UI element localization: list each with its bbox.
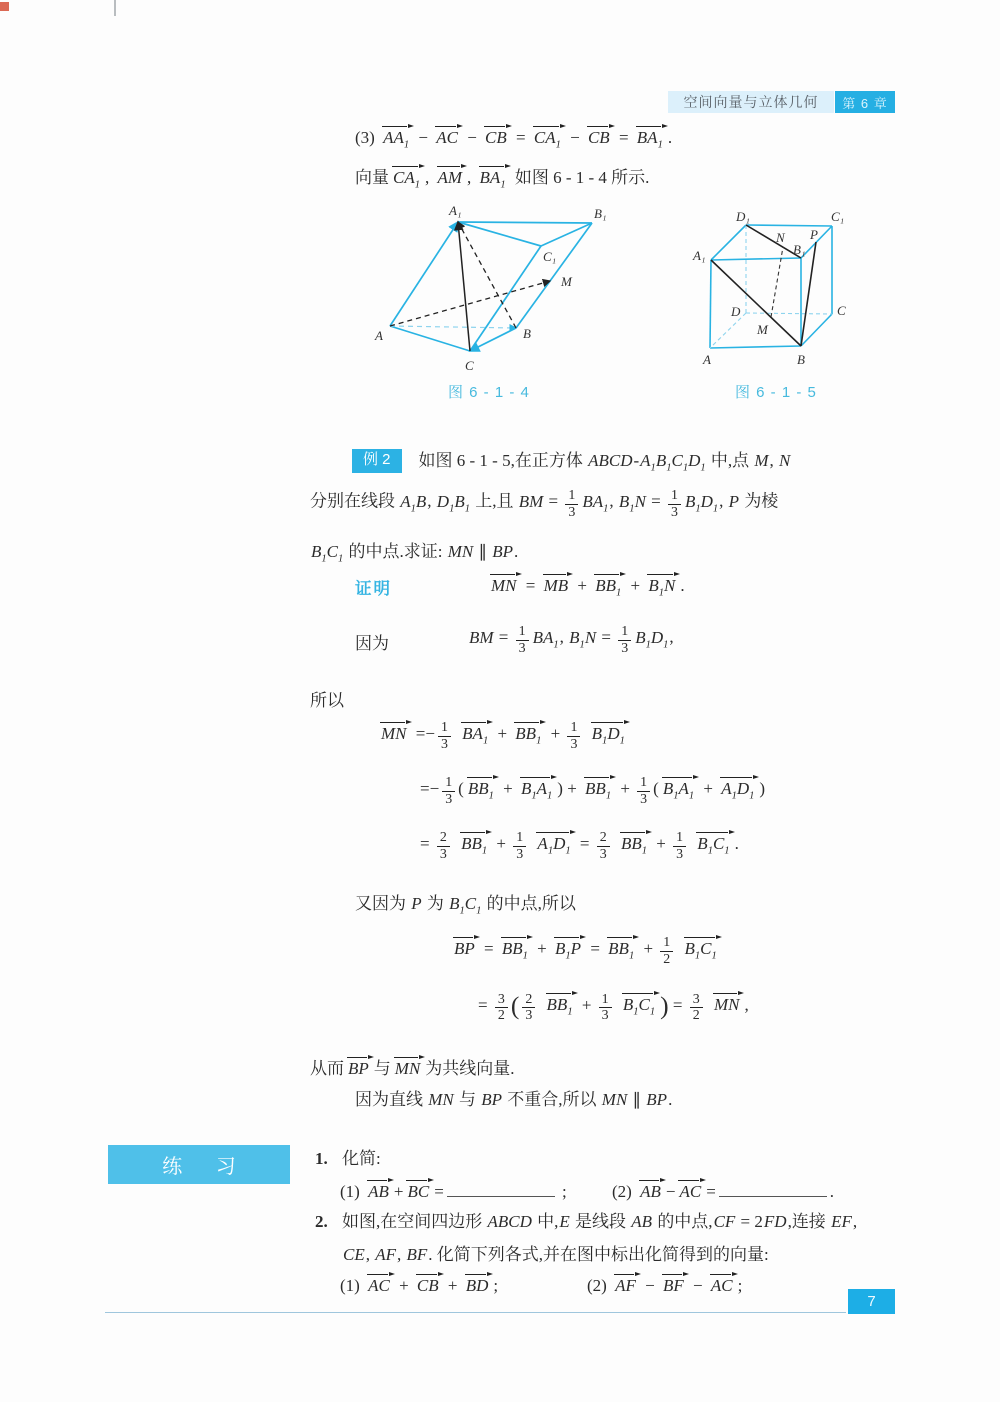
scan-artifact [0, 2, 9, 11]
vertex-label: P [810, 227, 818, 242]
vertex-label: B [797, 352, 805, 367]
conclusion-line2: 因为直线 MN 与 BP 不重合,所以 MN ∥ BP. [355, 1090, 673, 1109]
example2-line3: $B_1C_1$ 的中点.求证: MN ∥ BP. [311, 542, 519, 565]
practice-item2-q1: (1) AC + CB + BD ; [340, 1272, 498, 1296]
because-eq: BM = $\frac{1}{3}$ $BA_1$, $B_1N$ = $\frac{1}{3}$ $B_1D_1$, [469, 624, 674, 656]
midpoint-line: 又因为 P 为 $B_1C_1$ 的中点,所以 [355, 894, 576, 917]
page-number: 7 [848, 1289, 895, 1314]
mn-eq-line1: MN =− $\frac{1}{3}$ $BA_1 + BB_1$ + $\frac{1}{3}$ $B_1D_1$ [377, 720, 630, 753]
vertex-label: B₁ [793, 242, 806, 257]
practice-item2-line1: 如图,在空间四边形 ABCD 中,E 是线段 AB 的中点,CF = 2FD,连接 EF, [342, 1212, 858, 1231]
practice-item1-q1: (1) AB + BC = ; [340, 1178, 567, 1202]
practice-item1-title: 化简: [342, 1149, 381, 1168]
segment-mn-dashed [771, 247, 783, 317]
practice-item2-line2: CE, AF, BF. 化简下列各式,并在图中标出化简得到的向量: [343, 1245, 769, 1264]
vertex-label: D₁ [736, 209, 750, 224]
proof-label: 证明 [355, 580, 392, 598]
vertex-label: A [703, 352, 711, 367]
figure-6-1-5 [688, 203, 898, 378]
figure-6-1-4 [365, 200, 695, 380]
vertex-label: B₁ [594, 206, 607, 221]
conclusion-line1: 从而 BP 与 MN 为共线向量. [310, 1055, 515, 1079]
vertex-label: N [776, 230, 785, 245]
vertex-label: D [731, 304, 741, 319]
example2-line2: 分别在线段 $A_1B$, $D_1B_1$ 上,且 BM = $\frac{1}{3}$ $BA_1$, $B_1N$ = $\frac{1}{3}$ $B_1D_1$, P 为棱 [310, 488, 779, 520]
figure-caption: 图 6 - 1 - 5 [735, 384, 817, 401]
footer-rule [105, 1312, 846, 1313]
vertex-label: M [757, 322, 768, 337]
mn-eq-line3: = $\frac{2}{3}$ $BB_1$ + $\frac{1}{3}$ $A_1D_1$ = $\frac{2}{3}$ $BB_1$ + $\frac{1}{3}$ $B_1C_1$ . [420, 830, 739, 863]
because-label: 因为 [355, 634, 389, 653]
bp-eq-line1: BP = $BB_1 + B_1P = BB_1$ + $\frac{1}{2}$ $B_1C_1$ [450, 935, 722, 968]
practice-box: 练 习 [108, 1145, 290, 1184]
example2-line1 [352, 449, 791, 473]
vectors-note: 向量 $CA_1$ , AM , $BA_1$ 如图 6 - 1 - 4 所示. [355, 164, 649, 188]
chapter-badge: 第 6 章 [835, 91, 895, 113]
vector-ca1 [458, 222, 470, 351]
mn-eq-line2: =− $\frac{1}{3}$ ( $BB_1 + B_1A_1$ ) + $BB_1$ + $\frac{1}{3}$ ( $B_1A_1 + A_1D_1$ ) [420, 775, 766, 808]
practice-item2-q2: (2) AF − BF − AC ; [587, 1272, 742, 1296]
proof-eq1: MN = MB + $BB_1 + B_1N$ . [487, 572, 685, 596]
vertex-label: C₁ [543, 249, 557, 264]
vertex-label: C [837, 303, 846, 318]
vector-ab-dashed [390, 326, 516, 328]
example2-text: 如图 6 - 1 - 5,在正方体 ABCD-$A_1B_1C_1D_1$ 中,点 M, N [418, 451, 791, 474]
bp-eq-line2: = $\frac{3}{2}$ ( $\frac{2}{3}$ $BB_1$ + $\frac{1}{3}$ $B_1C_1$ ) = $\frac{3}{2}$ MN , [478, 991, 749, 1024]
vertex-label: A₁ [449, 203, 462, 218]
figure-caption: 图 6 - 1 - 4 [448, 384, 530, 401]
vertex-label: B [523, 326, 531, 341]
vertex-label: A₁ [693, 248, 706, 263]
practice-item2-number: 2. [315, 1212, 328, 1231]
so-label: 所以 [310, 691, 344, 710]
vertex-label: C [465, 358, 474, 373]
example2-badge: 例 2 [352, 449, 402, 473]
practice-item1-q2: (2) AB − AC = . [612, 1178, 834, 1202]
vertex-label: M [561, 274, 572, 289]
vertex-label: A [375, 328, 383, 343]
scan-artifact [114, 0, 116, 16]
equation-3: (3) $AA_1$ − AC − CB = $CA_1$ − CB = $BA_1$ . [355, 124, 672, 148]
vertex-label: C₁ [831, 209, 845, 224]
chapter-title: 空间向量与立体几何 [668, 91, 834, 113]
practice-item1-number: 1. [315, 1149, 328, 1168]
